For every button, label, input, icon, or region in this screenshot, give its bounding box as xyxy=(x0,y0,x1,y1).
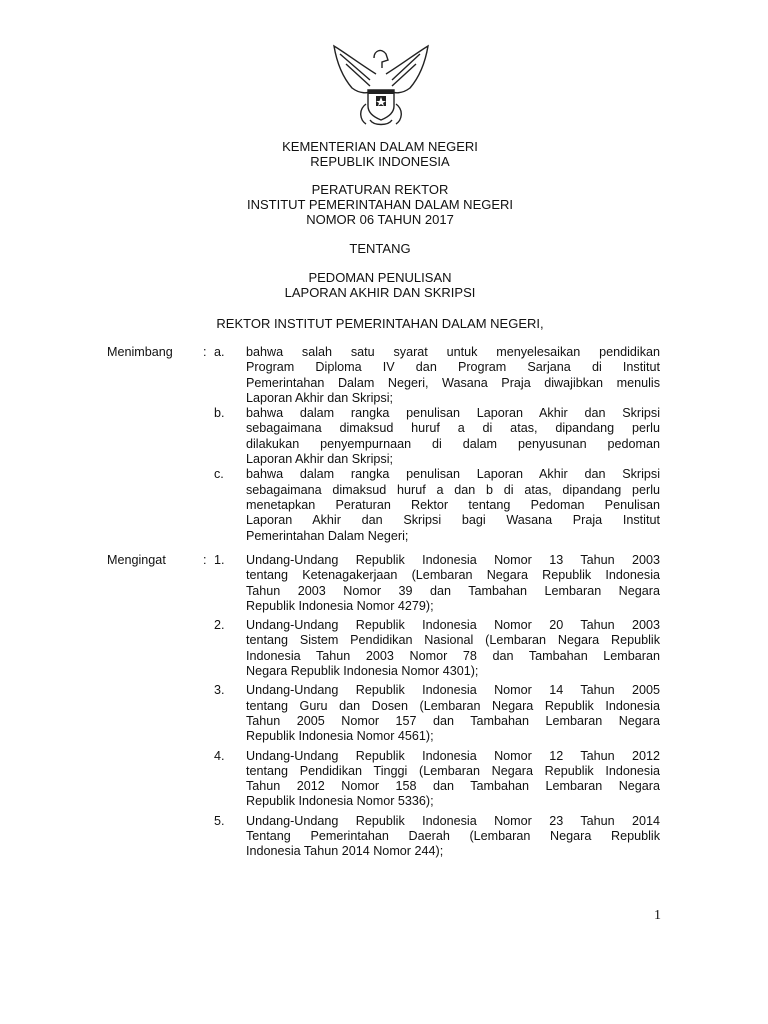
regulation-line: INSTITUT PEMERINTAHAN DALAM NEGERI xyxy=(246,197,514,212)
text-line: Indonesia Tahun 2014 Nomor 244); xyxy=(246,844,444,859)
text-line: tentang Ketenagakerjaan (Lembaran Negara Republik Indonesia xyxy=(246,568,660,583)
text-line: menetapkan Peraturan Rektor tentang Pedoman Penulisan xyxy=(246,497,660,512)
section-colon: : xyxy=(203,345,207,359)
list-item xyxy=(107,814,667,860)
list-item xyxy=(107,467,667,543)
list-item xyxy=(107,749,667,810)
text-line: tentang Sistem Pendidikan Nasional (Lembaran Negara Republik xyxy=(246,633,660,648)
ministry-line: REPUBLIK INDONESIA xyxy=(310,154,450,169)
text-line: Indonesia Tahun 2003 Nomor 78 dan Tambahan Lembaran xyxy=(246,648,660,663)
regulation-line: PERATURAN REKTOR xyxy=(311,182,449,197)
list-item xyxy=(107,618,667,679)
text-line: sebagaimana dimaksud huruf a di atas, dipandang perlu xyxy=(246,421,660,436)
mengingat-section xyxy=(107,553,667,860)
ministry-heading xyxy=(0,139,760,169)
item-marker: 4. xyxy=(214,748,225,763)
text-line: Republik Indonesia Nomor 5336); xyxy=(246,794,434,809)
text-line: tentang Guru dan Dosen (Lembaran Negara Republik Indonesia xyxy=(246,698,660,713)
section-label: Mengingat xyxy=(107,553,166,567)
menimbang-section xyxy=(107,345,667,544)
item-marker: 2. xyxy=(214,618,225,633)
text-line: Tahun 2012 Nomor 158 dan Tambahan Lembaran Negara xyxy=(246,779,660,794)
item-text xyxy=(246,345,660,406)
item-text xyxy=(246,749,660,810)
text-line: Laporan Akhir dan Skripsi; xyxy=(246,390,394,405)
item-marker: 1. xyxy=(214,553,225,567)
text-line: Tentang Pemerintahan Daerah (Lembaran Negara Republik xyxy=(246,829,660,844)
ministry-line: KEMENTERIAN DALAM NEGERI xyxy=(282,139,478,154)
item-text xyxy=(246,618,660,679)
item-text xyxy=(246,814,660,860)
text-line: Undang-Undang Republik Indonesia Nomor 13 Tahun 2003 xyxy=(246,553,660,567)
list-item xyxy=(107,553,667,614)
text-line: Undang-Undang Republik Indonesia Nomor 12 Tahun 2012 xyxy=(246,748,660,763)
about-heading: TENTANG xyxy=(349,241,411,256)
regulation-heading xyxy=(0,182,760,227)
text-line: Pemerintahan Dalam Negeri; xyxy=(246,528,409,543)
subject-line: PEDOMAN PENULISAN xyxy=(308,270,452,285)
item-marker: c. xyxy=(214,467,224,482)
item-text xyxy=(246,683,660,744)
text-line: bahwa dalam rangka penulisan Laporan Akhir dan Skripsi xyxy=(246,467,660,482)
text-line: Pemerintahan Dalam Negeri, Wasana Praja diwajibkan menulis xyxy=(246,375,660,390)
regulation-line: NOMOR 06 TAHUN 2017 xyxy=(306,212,454,227)
subject-heading xyxy=(0,270,760,300)
authority-heading: REKTOR INSTITUT PEMERINTAHAN DALAM NEGERI, xyxy=(216,316,544,331)
text-line: Program Diploma IV dan Program Sarjana di Institut xyxy=(246,360,660,375)
list-item xyxy=(107,683,667,744)
text-line: bahwa salah satu syarat untuk menyelesaikan pendidikan xyxy=(246,345,660,359)
text-line: Tahun 2005 Nomor 157 dan Tambahan Lembaran Negara xyxy=(246,713,660,728)
text-line: Undang-Undang Republik Indonesia Nomor 20 Tahun 2003 xyxy=(246,618,660,633)
garuda-emblem-icon xyxy=(330,44,432,128)
subject-line: LAPORAN AKHIR DAN SKRIPSI xyxy=(284,285,476,300)
text-line: tentang Pendidikan Tinggi (Lembaran Negara Republik Indonesia xyxy=(246,763,660,778)
text-line: Tahun 2003 Nomor 39 dan Tambahan Lembaran Negara xyxy=(246,583,660,598)
text-line: sebagaimana dimaksud huruf a dan b di atas, dipandang perlu xyxy=(246,482,660,497)
text-line: Undang-Undang Republik Indonesia Nomor 23 Tahun 2014 xyxy=(246,813,660,828)
item-marker: 3. xyxy=(214,683,225,698)
text-line: bahwa dalam rangka penulisan Laporan Akhir dan Skripsi xyxy=(246,406,660,421)
text-line: Laporan Akhir dan Skripsi; xyxy=(246,452,394,467)
text-line: Republik Indonesia Nomor 4279); xyxy=(246,598,434,613)
item-text xyxy=(246,467,660,543)
section-colon: : xyxy=(203,553,207,567)
item-marker: b. xyxy=(214,406,225,421)
item-text xyxy=(246,553,660,614)
page-number: 1 xyxy=(654,908,661,923)
list-item xyxy=(107,345,667,406)
section-label: Menimbang xyxy=(107,345,173,359)
text-line: Laporan Akhir dan Skripsi bagi Wasana Praja Institut xyxy=(246,513,660,528)
item-text xyxy=(246,406,660,467)
item-marker: a. xyxy=(214,345,225,359)
text-line: Undang-Undang Republik Indonesia Nomor 14 Tahun 2005 xyxy=(246,683,660,698)
item-marker: 5. xyxy=(214,813,225,828)
text-line: dilakukan penyempurnaan di dalam penyusunan pedoman xyxy=(246,436,660,451)
text-line: Negara Republik Indonesia Nomor 4301); xyxy=(246,664,479,679)
text-line: Republik Indonesia Nomor 4561); xyxy=(246,729,434,744)
list-item xyxy=(107,406,667,467)
